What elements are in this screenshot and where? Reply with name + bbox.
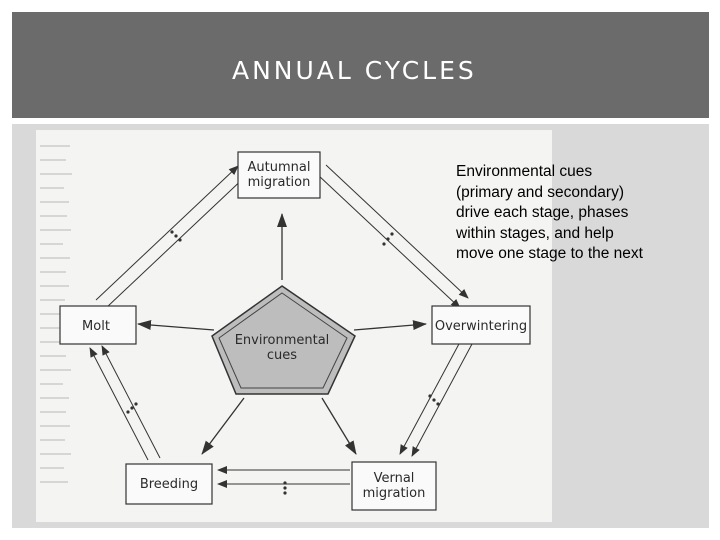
caption-line: move one stage to the next xyxy=(456,245,643,262)
stage-autumnal-line-2: migration xyxy=(247,175,311,190)
stage-breeding xyxy=(126,464,212,504)
stage-autumnal-migration xyxy=(238,152,320,198)
caption-line: (primary and secondary) xyxy=(456,183,624,201)
stage-overwintering xyxy=(432,306,530,344)
stage-autumnal-line-1: Autumnal xyxy=(247,160,311,175)
stage-overwintering-label: Overwintering xyxy=(434,319,528,334)
stage-vernal-line-2: migration xyxy=(362,486,426,501)
slide-title: ANNUAL CYCLES xyxy=(232,56,477,85)
stage-vernal-line-1: Vernal xyxy=(373,471,415,486)
stage-molt xyxy=(60,306,136,344)
caption-line: drive each stage, phases xyxy=(456,204,629,221)
stage-vernal-migration xyxy=(352,462,436,510)
caption-line: Environmental cues xyxy=(456,163,593,180)
stage-breeding-label: Breeding xyxy=(139,477,199,492)
environmental-cues-hub xyxy=(212,286,355,394)
hub-label-line-2: cues xyxy=(266,348,298,363)
hub-label-line-1: Environmental xyxy=(234,333,330,348)
stage-molt-label: Molt xyxy=(82,319,110,334)
caption-text xyxy=(456,162,696,265)
caption-line: within stages, and help xyxy=(456,224,614,242)
